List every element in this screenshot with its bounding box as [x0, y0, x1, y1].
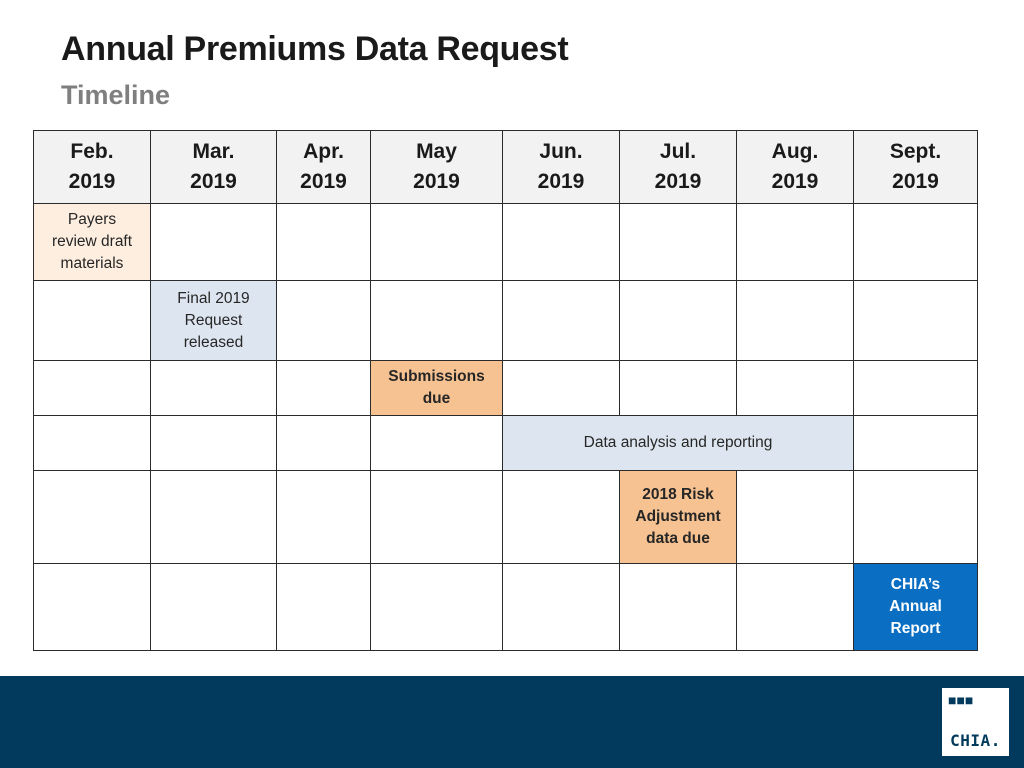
event-submissions-due: Submissions due — [371, 361, 503, 416]
month-header-jun: Jun. 2019 — [503, 131, 620, 204]
event-risk-adjustment: 2018 Risk Adjustment data due — [620, 471, 737, 564]
event-final-request: Final 2019 Request released — [151, 281, 277, 361]
month-header-jul: Jul. 2019 — [620, 131, 737, 204]
month-header-mar: Mar. 2019 — [151, 131, 277, 204]
table-row — [34, 471, 978, 564]
page-subtitle: Timeline — [61, 80, 171, 110]
table-row — [34, 281, 978, 361]
event-annual-report: CHIA’s Annual Report — [854, 564, 978, 651]
logo-dots-icon: ■■■ — [948, 692, 974, 708]
month-header-apr: Apr. 2019 — [277, 131, 371, 204]
month-header-row — [34, 131, 978, 204]
table-row — [34, 564, 978, 651]
month-header-sept: Sept. 2019 — [854, 131, 978, 204]
table-row — [34, 204, 978, 281]
chia-logo — [942, 688, 1009, 756]
timeline-table — [33, 130, 978, 651]
event-payers-review: Payers review draft materials — [34, 204, 151, 281]
footer-bar — [0, 676, 1024, 768]
month-header-may: May 2019 — [371, 131, 503, 204]
logo-text: CHIA. — [950, 731, 1001, 750]
month-header-aug: Aug. 2019 — [737, 131, 854, 204]
page-title: Annual Premiums Data Request — [61, 30, 569, 68]
event-data-analysis: Data analysis and reporting — [503, 416, 854, 471]
table-row — [34, 361, 978, 416]
month-header-feb: Feb. 2019 — [34, 131, 151, 204]
table-row — [34, 416, 978, 471]
